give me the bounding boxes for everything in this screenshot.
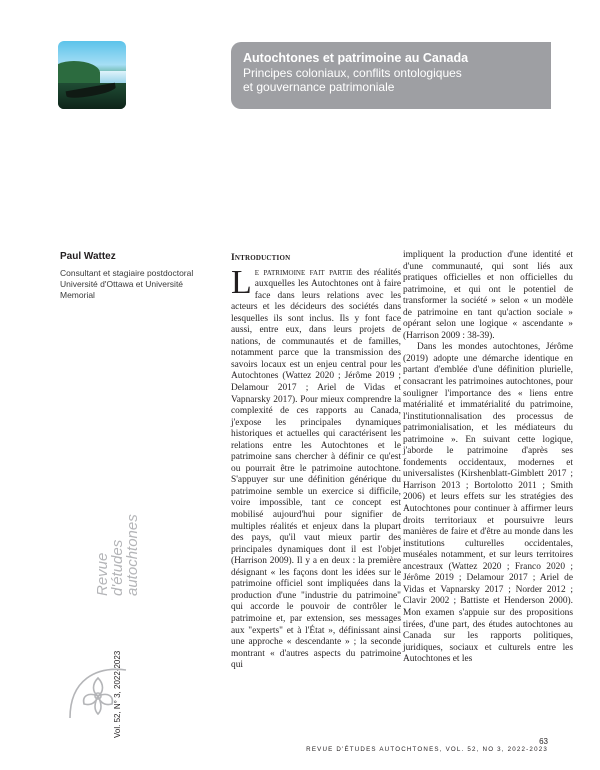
article-title: Autochtones et patrimoine au Canada [243, 51, 469, 65]
article-subtitle-line2: et gouvernance patrimoniale [243, 80, 395, 94]
cover-thumbnail [58, 41, 126, 109]
article-subtitle-line1: Principes coloniaux, conflits ontologiques [243, 66, 462, 80]
section-heading: Introduction [231, 253, 291, 263]
journal-logo-icon [66, 660, 138, 722]
paragraph [231, 263, 401, 672]
author-affiliation: Consultant et stagiaire postdoctoral Université d'Ottawa et Université Memorial [60, 268, 194, 300]
spine-line: autochtones [124, 514, 141, 596]
text-column-2 [403, 250, 573, 666]
title-banner [231, 42, 551, 109]
spine-line: Revue [94, 552, 111, 596]
lead-in: e patrimoine fait partie [254, 267, 353, 278]
author-block [60, 251, 220, 301]
page-number: 63 [539, 737, 548, 746]
running-footer: REVUE D'ÉTUDES AUTOCHTONES, VOL. 52, NO 3, 2022-2023 [306, 746, 548, 753]
spine-line: d'études [109, 539, 126, 596]
text-column-1 [231, 253, 401, 672]
journal-spine-title [95, 514, 140, 596]
paragraph: impliquent la production d'une identité et d'une communauté, qui sont liés aux pratiques officielles et non officielles du patrimoine, et qui ont le potentiel de transformer la société » selon « un modèle de patrimoine en tant qu'action sociale » opérant selon une logique « ascendante » (Harrison 2009 : 38-39). [403, 250, 573, 341]
page-footer [306, 737, 548, 753]
author-name: Paul Wattez [60, 251, 116, 262]
drop-cap: L [231, 263, 252, 301]
paragraph: Dans les mondes autochtones, Jérôme (2019) adopte une démarche identique en partant d'emblée d'une définition plurielle, consacrant les patrimoines autochtones, pour souligner l'importance des « liens entre matérialité et immatérialité du patrimoine, l'institutionnalisation des processus de patrimonialisation, et les médiateurs du patrimoine ». En suivant cette logique, j'aborde le patrimoine d'après ses fondements occidentaux, modernes et universalistes (Kirshenblatt-Gimblett 2017 ; Harrison 2013 ; Bortolotto 2011 ; Smith 2006) et leurs effets sur les stratégies des Autochtones pour continuer à affirmer leurs droits territoriaux et poursuivre leurs manières de faire et d'être au monde dans les institutions culturelles occidentales, muséales notamment, et sur leurs territoires ancestraux (Wattez 2020 ; Franco 2020 ; Jérôme 2019 ; Delamour 2017 ; Ariel de Vidas et Vapnarsky 2017 ; Norder 2012 ; Clavir 2002 ; Battiste et Henderson 2000). Mon examen s'appuie sur des propositions tirées, d'une part, des études autochtones au Canada sur les rapports politiques, juridiques, sociaux et culturels entre les Autochtones et les [403, 342, 573, 665]
volume-info: Vol. 52, N° 3, 2022-2023 [113, 650, 122, 738]
paragraph-text: des réalités auxquelles les Autochtones ont à faire face dans leurs relations avec les acteurs et les décideurs des sociétés dans lesquelles ils sont inclus. Ils y font face aussi, entre eux, dans leurs projets de nations, de communautés et de familles, notamment parce que la transmission des savoirs locaux est un enjeu central pour les Autochtones (Wattez 2020 ; Jérôme 2019 ; Delamour 2017 ; Ariel de Vidas et Vapnarsky 2017). Pour mieux comprendre la complexité de ces rapports au Canada, j'expose les principales dynamiques historiques et actuelles qui caractérisent les relations entre les Autochtones et le patrimoine sans chercher à définir ce qu'est ou pourrait être le patrimoine autochtone. S'appuyer sur une définition générique du patrimoine semble un exercice si difficile, voire impossible, tant ce concept est mobilisé aujourd'hui pour signifier de multiples réalités et enjeux dans la plupart des pays, qu'il vaut mieux partir des principales dynamiques dont il est l'objet (Harrison 2009). Il y a en deux : la première désignant « les façons dont les idées sur le patrimoine officiel sont impliquées dans la production d'une "industrie du patrimoine" qui accorde le pouvoir de contrôler le patrimoine et, par extension, ses messages aux "experts" et à l'État », définissant ainsi une approche « descendante » ; la seconde montrant « d'autres aspects du patrimoine qui [231, 267, 401, 671]
